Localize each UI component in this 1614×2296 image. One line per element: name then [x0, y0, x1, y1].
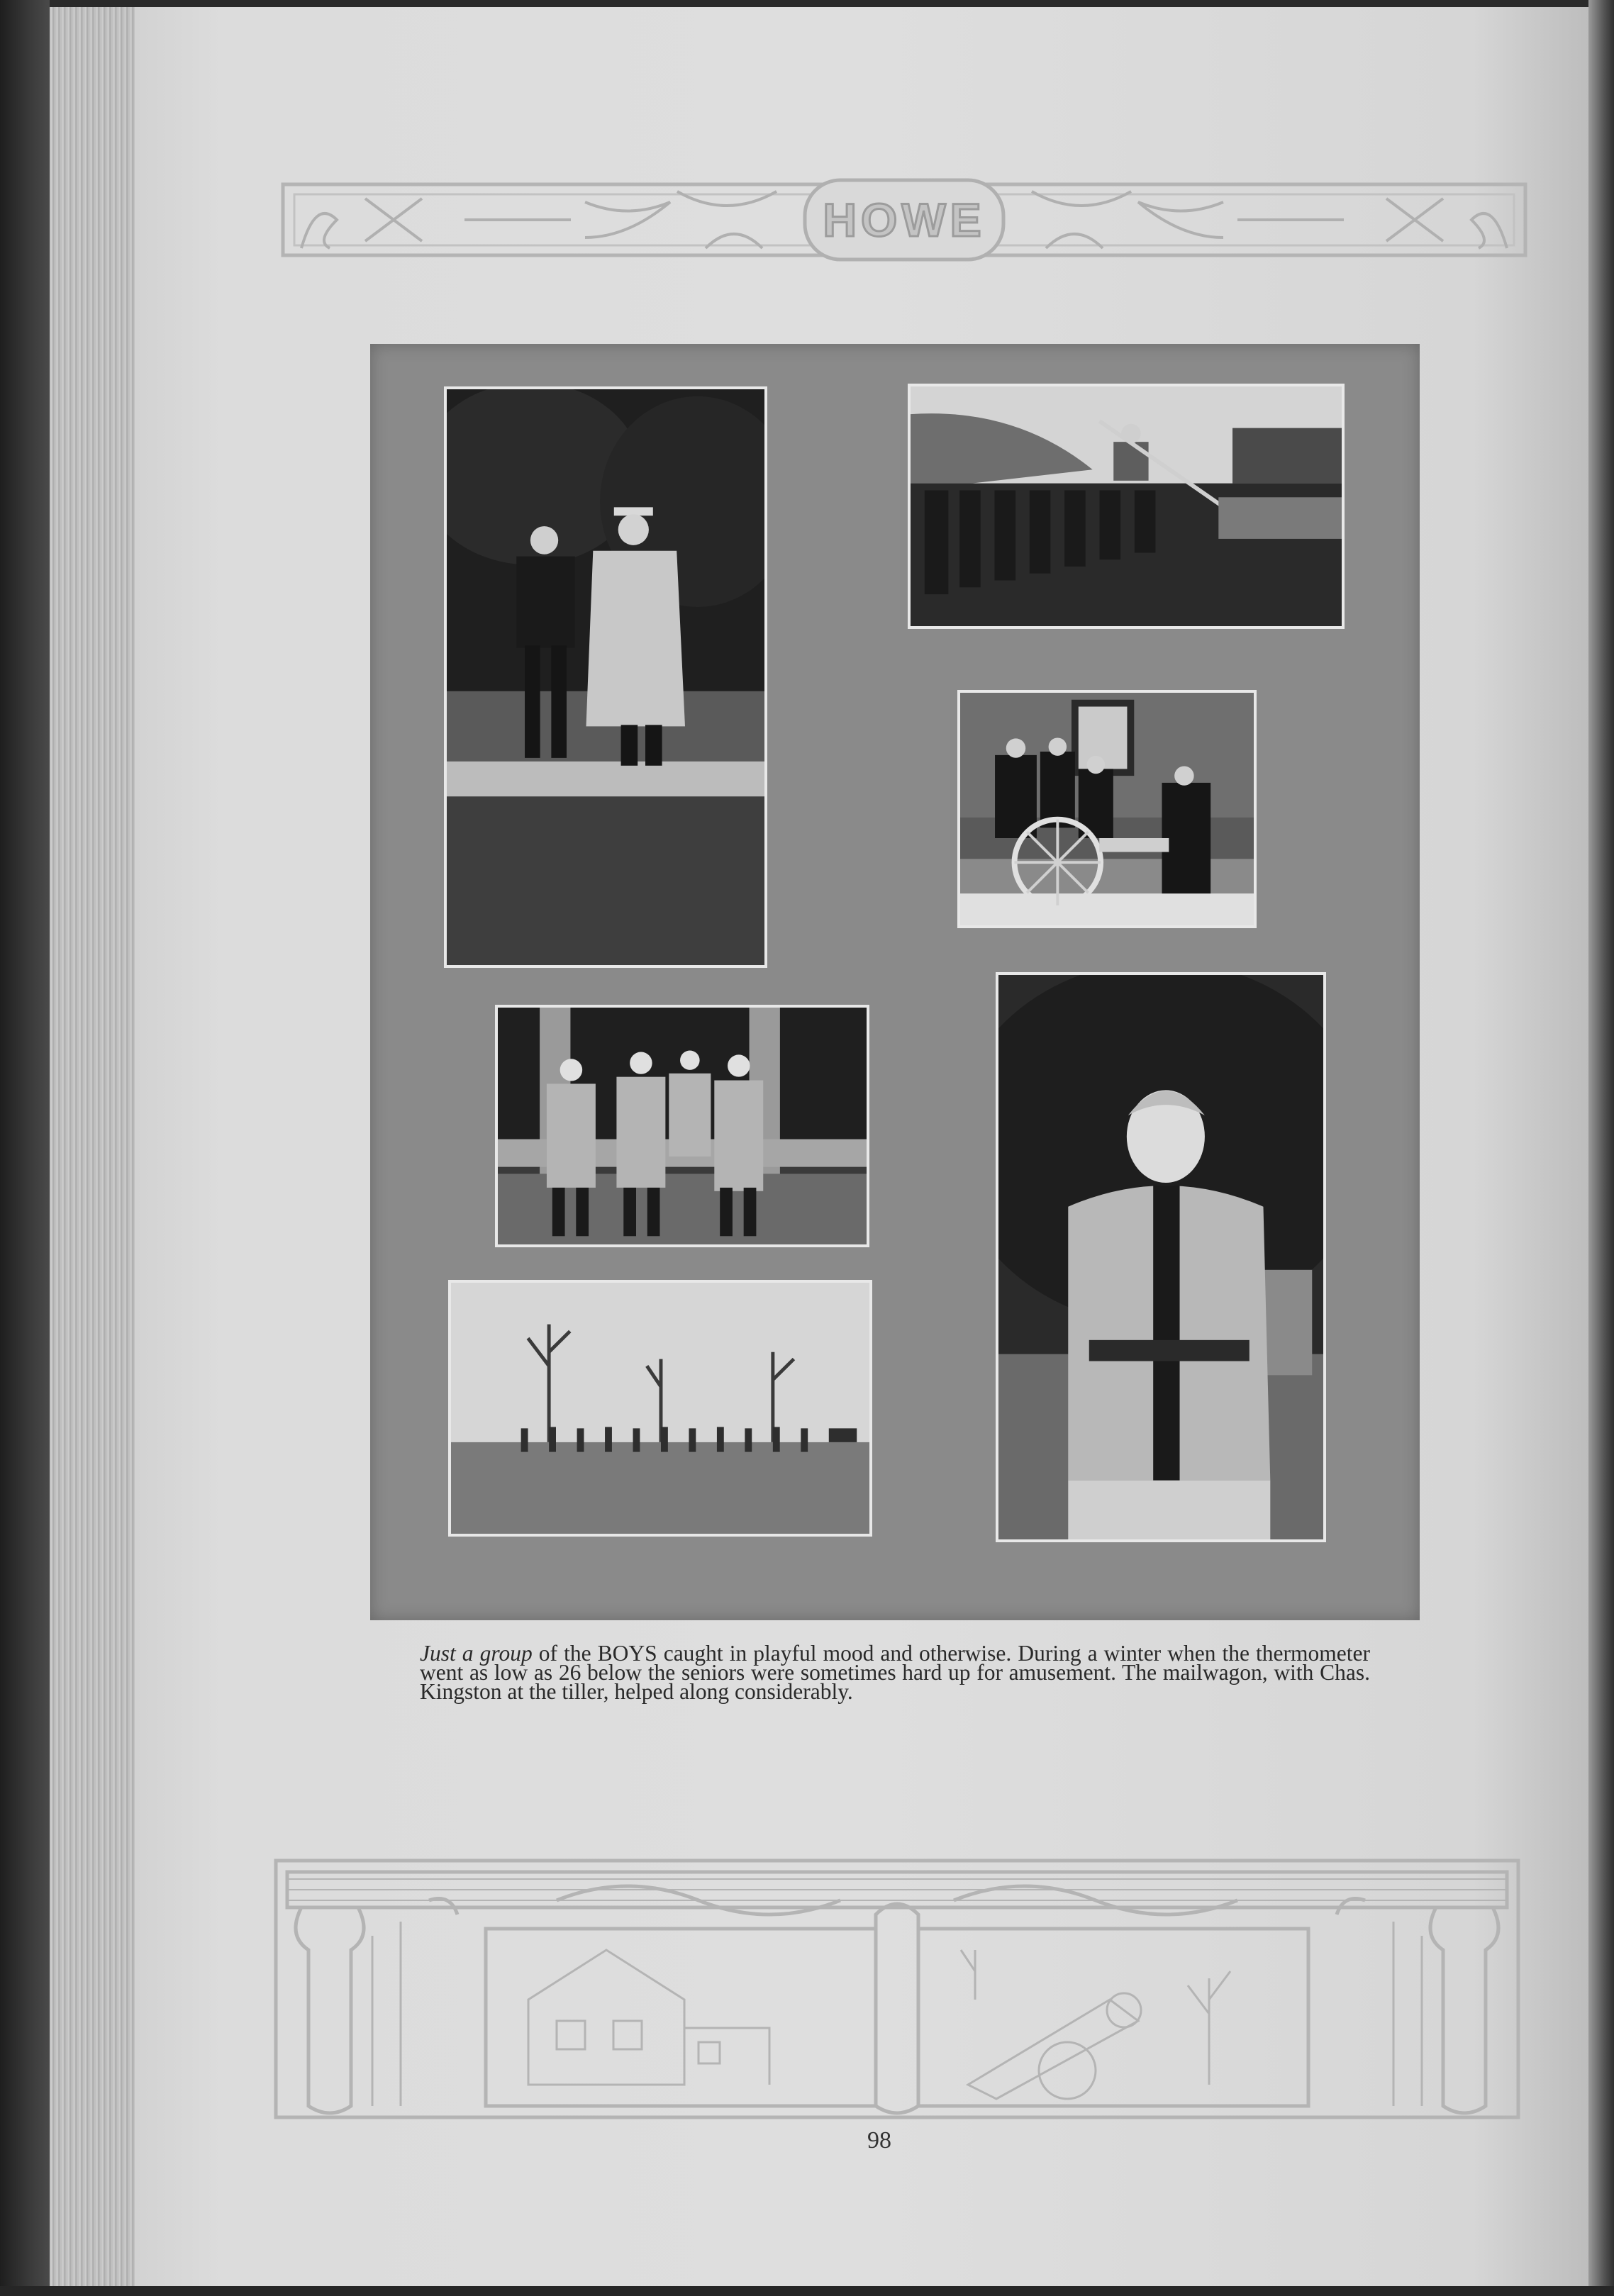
photo-mount-board	[370, 344, 1420, 1620]
photo-caption	[420, 1641, 1370, 1704]
book-binding-left	[0, 0, 50, 2296]
caption-lead: Just a group	[420, 1641, 533, 1666]
page-stack-edge	[50, 7, 135, 2287]
footer-banner	[273, 1858, 1521, 2120]
book-edge-right	[1588, 0, 1614, 2296]
photo-two-men	[444, 386, 767, 968]
book-edge-bottom	[0, 2286, 1614, 2296]
header-title: HOWE	[823, 194, 986, 246]
photo-boat-weir	[908, 384, 1345, 629]
photo-four-cadets	[495, 1005, 869, 1247]
photo-mail-wagon	[957, 690, 1257, 928]
page-number: 98	[867, 2127, 891, 2153]
photo-young-man-sweater	[996, 972, 1326, 1542]
photo-drill-field	[448, 1280, 872, 1537]
header-banner	[280, 170, 1528, 269]
caption-text: of the BOYS caught in playful mood and otherwise. During a winter when the thermometer went as low as 26 below the seniors were sometimes hard up for amusement. The mailwagon, with Chas. Kingston at the tiller, helped along considerably.	[420, 1641, 1370, 1704]
footer-ornament	[273, 1858, 1521, 2120]
